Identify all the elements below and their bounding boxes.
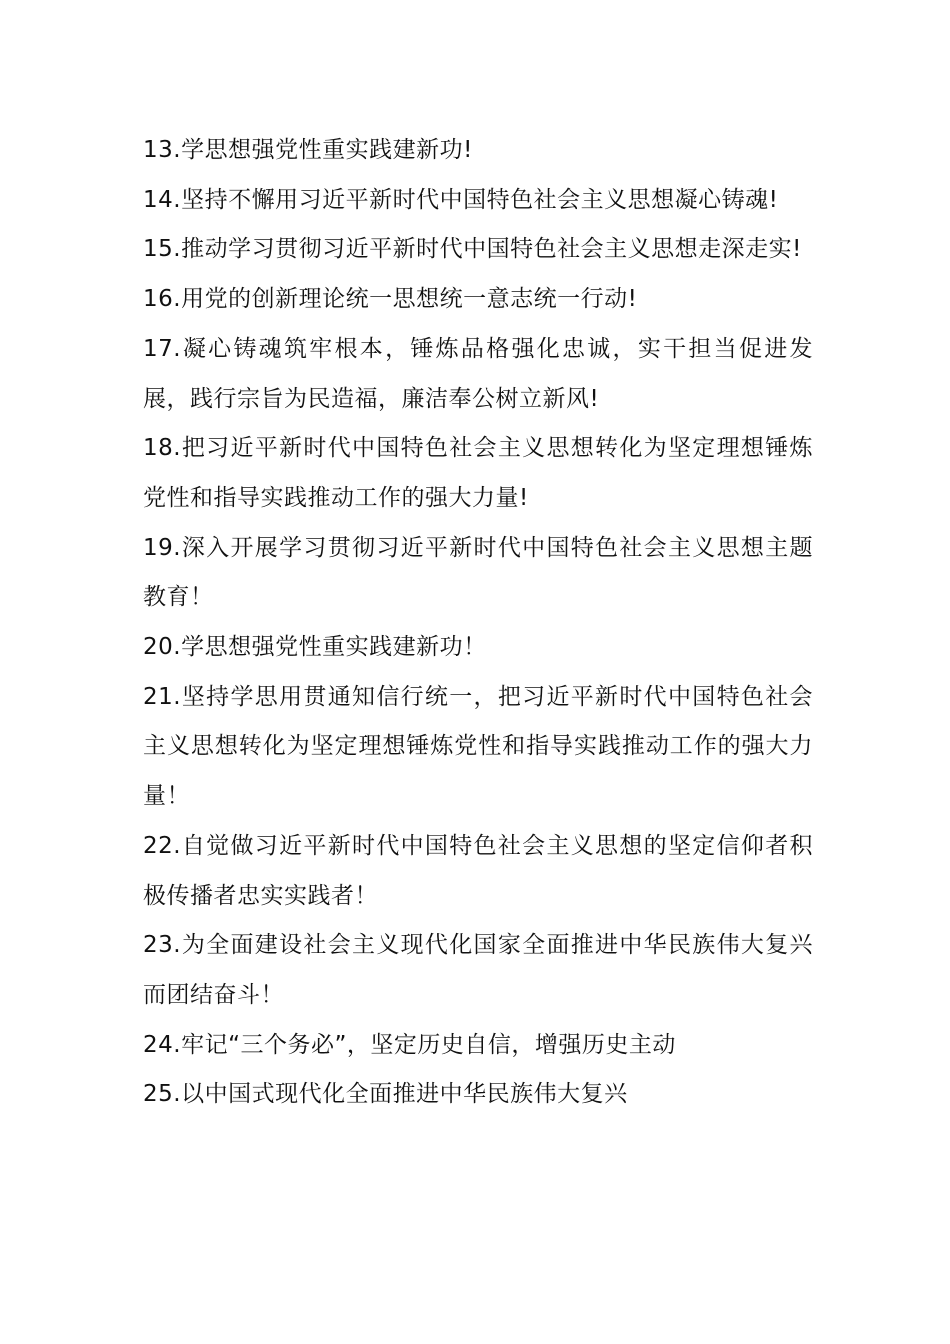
slogan-list xyxy=(143,126,813,1120)
list-item: 22.自觉做习近平新时代中国特色社会主义思想的坚定信仰者积极传播者忠实实践者！ xyxy=(143,832,813,909)
list-item: 16.用党的创新理论统一思想统一意志统一行动! xyxy=(143,286,638,313)
list-item: 23.为全面建设社会主义现代化国家全面推进中华民族伟大复兴而团结奋斗！ xyxy=(143,932,813,1008)
list-item: 25.以中国式现代化全面推进中华民族伟大复兴 xyxy=(143,1081,628,1108)
list-item: 18.把习近平新时代中国特色社会主义思想转化为坚定理想锤炼党性和指导实践推动工作的强大力量! xyxy=(143,435,813,511)
list-item: 19.深入开展学习贯彻习近平新时代中国特色社会主义思想主题教育！ xyxy=(143,534,813,611)
list-item: 21.坚持学思用贯通知信行统一，把习近平新时代中国特色社会主义思想转化为坚定理想锤炼党性和指导实践推动工作的强大力量！ xyxy=(143,683,813,810)
list-item: 14.坚持不懈用习近平新时代中国特色社会主义思想凝心铸魂! xyxy=(143,186,779,213)
list-item: 20.学思想强党性重实践建新功！ xyxy=(143,634,487,661)
list-item: 24.牢记“三个务必”，坚定历史自信，增强历史主动 xyxy=(143,1031,676,1058)
list-item: 17.凝心铸魂筑牢根本，锤炼品格强化忠诚，实干担当促进发展，践行宗旨为民造福，廉洁奉公树立新风! xyxy=(143,335,813,412)
list-item: 15.推动学习贯彻习近平新时代中国特色社会主义思想走深走实! xyxy=(143,236,802,263)
list-item: 13.学思想强党性重实践建新功! xyxy=(143,137,473,163)
